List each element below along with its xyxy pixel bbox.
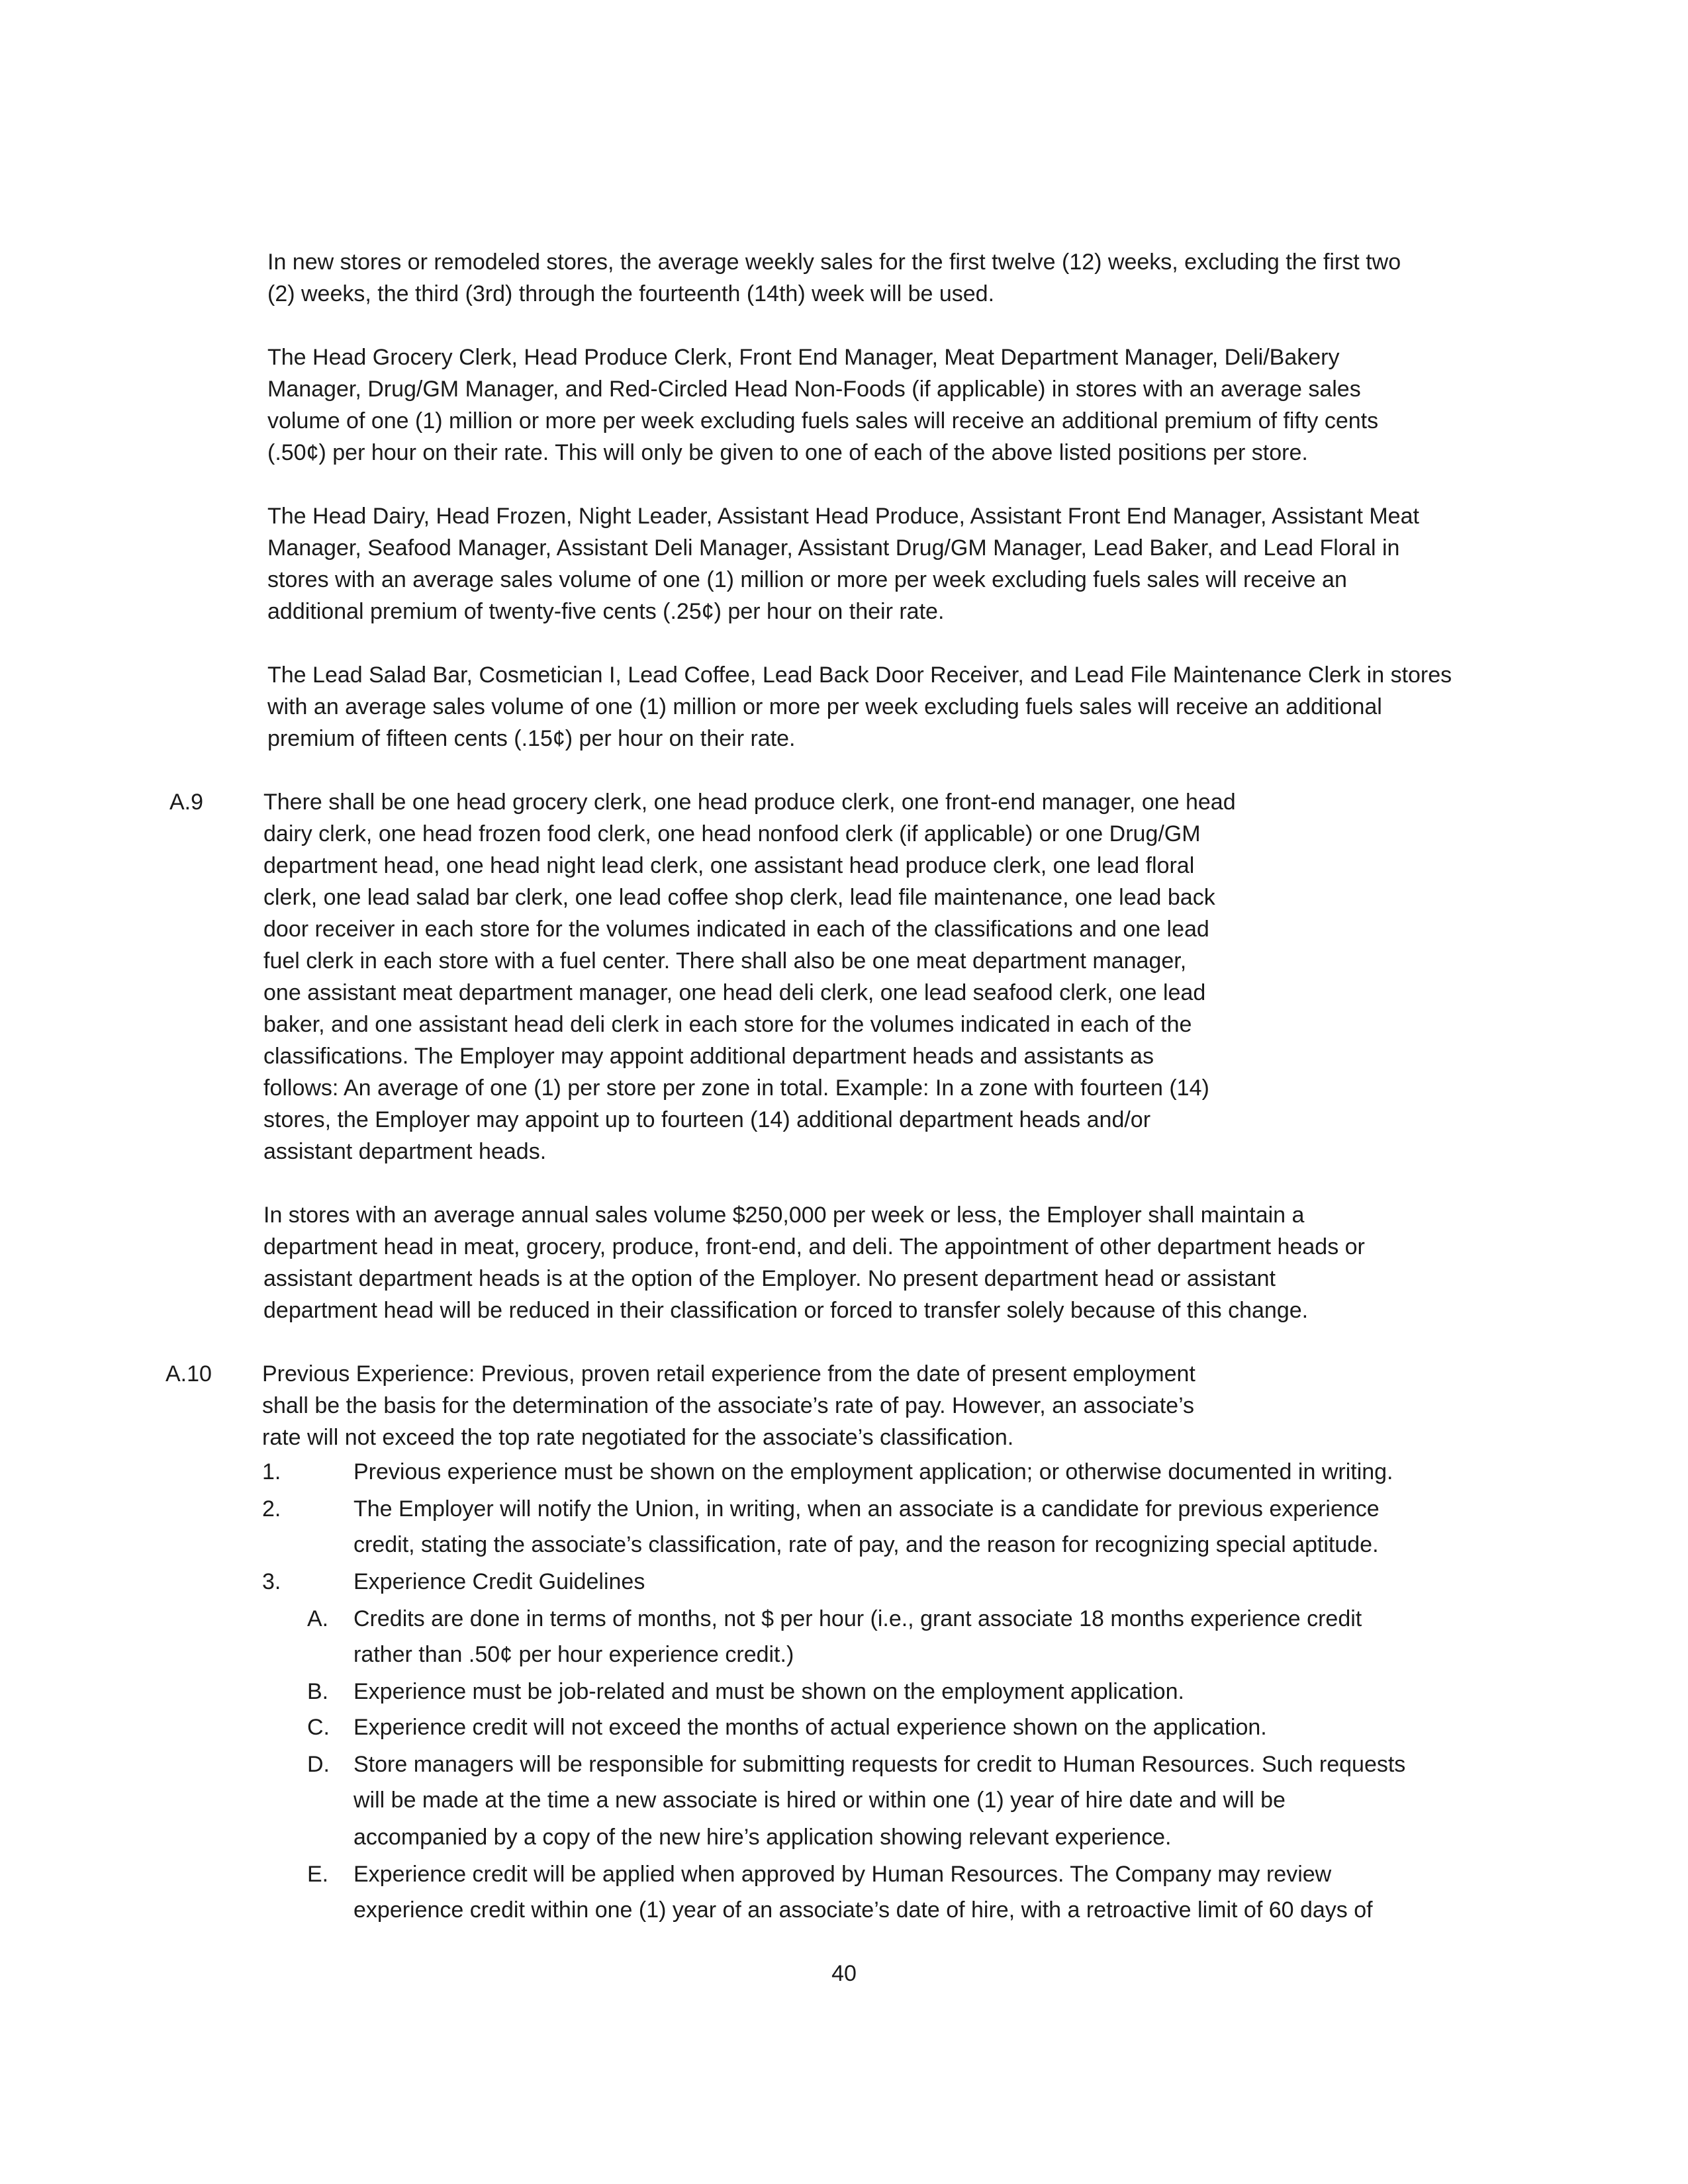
page-number: 40 xyxy=(831,1961,857,1986)
text-line: assistant department heads is at the option of the Employer. No present department head or assistant xyxy=(263,1266,1276,1291)
text-line: Previous Experience: Previous, proven retail experience from the date of present employment xyxy=(262,1361,1196,1387)
text-line: rate will not exceed the top rate negotiated for the associate’s classification. xyxy=(262,1425,1014,1450)
list-item-text: Experience Credit Guidelines xyxy=(353,1569,645,1594)
text-line: (2) weeks, the third (3rd) through the fourteenth (14th) week will be used. xyxy=(267,281,995,306)
list-item-number: 2. xyxy=(262,1496,281,1522)
text-line: premium of fifteen cents (.15¢) per hour on their rate. xyxy=(267,726,796,751)
text-line: There shall be one head grocery clerk, one head produce clerk, one front-end manager, one head xyxy=(263,790,1236,815)
list-item-text: credit, stating the associate’s classification, rate of pay, and the reason for recognizing special aptitude. xyxy=(353,1532,1379,1557)
sublist-item-text: rather than .50¢ per hour experience credit.) xyxy=(353,1642,794,1667)
text-line: The Head Dairy, Head Frozen, Night Leader, Assistant Head Produce, Assistant Front End Manager, Assistant Meat xyxy=(267,504,1419,529)
section-label-a9: A.9 xyxy=(169,790,204,815)
text-line: department head, one head night lead clerk, one assistant head produce clerk, one lead floral xyxy=(263,853,1195,878)
sublist-item-letter: A. xyxy=(307,1606,329,1631)
text-line: clerk, one lead salad bar clerk, one lead coffee shop clerk, lead file maintenance, one lead back xyxy=(263,885,1215,910)
list-item-text: The Employer will notify the Union, in writing, when an associate is a candidate for previous experience xyxy=(353,1496,1380,1522)
text-line: classifications. The Employer may appoint additional department heads and assistants as xyxy=(263,1044,1154,1069)
sublist-item-text: experience credit within one (1) year of an associate’s date of hire, with a retroactive limit of 60 days of xyxy=(353,1897,1373,1923)
text-line: department head in meat, grocery, produce, front-end, and deli. The appointment of other department heads or xyxy=(263,1234,1365,1259)
text-line: follows: An average of one (1) per store per zone in total. Example: In a zone with fourteen (14) xyxy=(263,1075,1209,1101)
text-line: volume of one (1) million or more per week excluding fuels sales will receive an additional premium of fifty cents xyxy=(267,408,1379,433)
text-line: In stores with an average annual sales volume $250,000 per week or less, the Employer shall maintain a xyxy=(263,1203,1305,1228)
text-line: (.50¢) per hour on their rate. This will only be given to one of each of the above listed positions per store. xyxy=(267,440,1308,465)
text-line: stores with an average sales volume of one (1) million or more per week excluding fuels sales will receive an xyxy=(267,567,1347,592)
text-line: The Lead Salad Bar, Cosmetician I, Lead Coffee, Lead Back Door Receiver, and Lead File Maintenance Clerk in stores xyxy=(267,662,1452,688)
text-line: door receiver in each store for the volumes indicated in each of the classifications and one lead xyxy=(263,917,1209,942)
list-item-number: 1. xyxy=(262,1459,281,1484)
text-line: baker, and one assistant head deli clerk in each store for the volumes indicated in each of the xyxy=(263,1012,1192,1037)
text-line: Manager, Drug/GM Manager, and Red-Circled Head Non-Foods (if applicable) in stores with an average sales xyxy=(267,377,1361,402)
text-line: assistant department heads. xyxy=(263,1139,547,1164)
text-line: dairy clerk, one head frozen food clerk, one head nonfood clerk (if applicable) or one Drug/GM xyxy=(263,821,1201,846)
sublist-item-text: accompanied by a copy of the new hire’s application showing relevant experience. xyxy=(353,1825,1172,1850)
text-line: Manager, Seafood Manager, Assistant Deli Manager, Assistant Drug/GM Manager, Lead Baker, and Lead Floral in xyxy=(267,535,1400,561)
sublist-item-letter: D. xyxy=(307,1752,330,1777)
list-item-text: Previous experience must be shown on the employment application; or otherwise documented in writing. xyxy=(353,1459,1393,1484)
text-line: fuel clerk in each store with a fuel center. There shall also be one meat department manager, xyxy=(263,948,1187,974)
text-line: additional premium of twenty-five cents (.25¢) per hour on their rate. xyxy=(267,599,945,624)
sublist-item-text: Credits are done in terms of months, not $ per hour (i.e., grant associate 18 months experience credit xyxy=(353,1606,1362,1631)
list-item-number: 3. xyxy=(262,1569,281,1594)
text-line: one assistant meat department manager, one head deli clerk, one lead seafood clerk, one lead xyxy=(263,980,1206,1005)
text-line: stores, the Employer may appoint up to fourteen (14) additional department heads and/or xyxy=(263,1107,1151,1132)
sublist-item-text: Experience credit will be applied when approved by Human Resources. The Company may review xyxy=(353,1862,1332,1887)
text-line: department head will be reduced in their classification or forced to transfer solely because of this change. xyxy=(263,1298,1309,1323)
text-line: The Head Grocery Clerk, Head Produce Clerk, Front End Manager, Meat Department Manager, Deli/Bakery xyxy=(267,345,1340,370)
text-line: with an average sales volume of one (1) million or more per week excluding fuels sales will receive an additional xyxy=(267,694,1382,719)
section-label-a10: A.10 xyxy=(165,1361,212,1387)
sublist-item-text: will be made at the time a new associate is hired or within one (1) year of hire date and will be xyxy=(353,1788,1286,1813)
sublist-item-letter: C. xyxy=(307,1715,330,1740)
sublist-item-letter: E. xyxy=(307,1862,329,1887)
sublist-item-letter: B. xyxy=(307,1679,329,1704)
sublist-item-text: Experience credit will not exceed the months of actual experience shown on the application. xyxy=(353,1715,1267,1740)
text-line: In new stores or remodeled stores, the average weekly sales for the first twelve (12) weeks, excluding the first two xyxy=(267,250,1401,275)
sublist-item-text: Experience must be job-related and must be shown on the employment application. xyxy=(353,1679,1184,1704)
sublist-item-text: Store managers will be responsible for submitting requests for credit to Human Resources. Such requests xyxy=(353,1752,1406,1777)
text-line: shall be the basis for the determination of the associate’s rate of pay. However, an associate’s xyxy=(262,1393,1195,1418)
